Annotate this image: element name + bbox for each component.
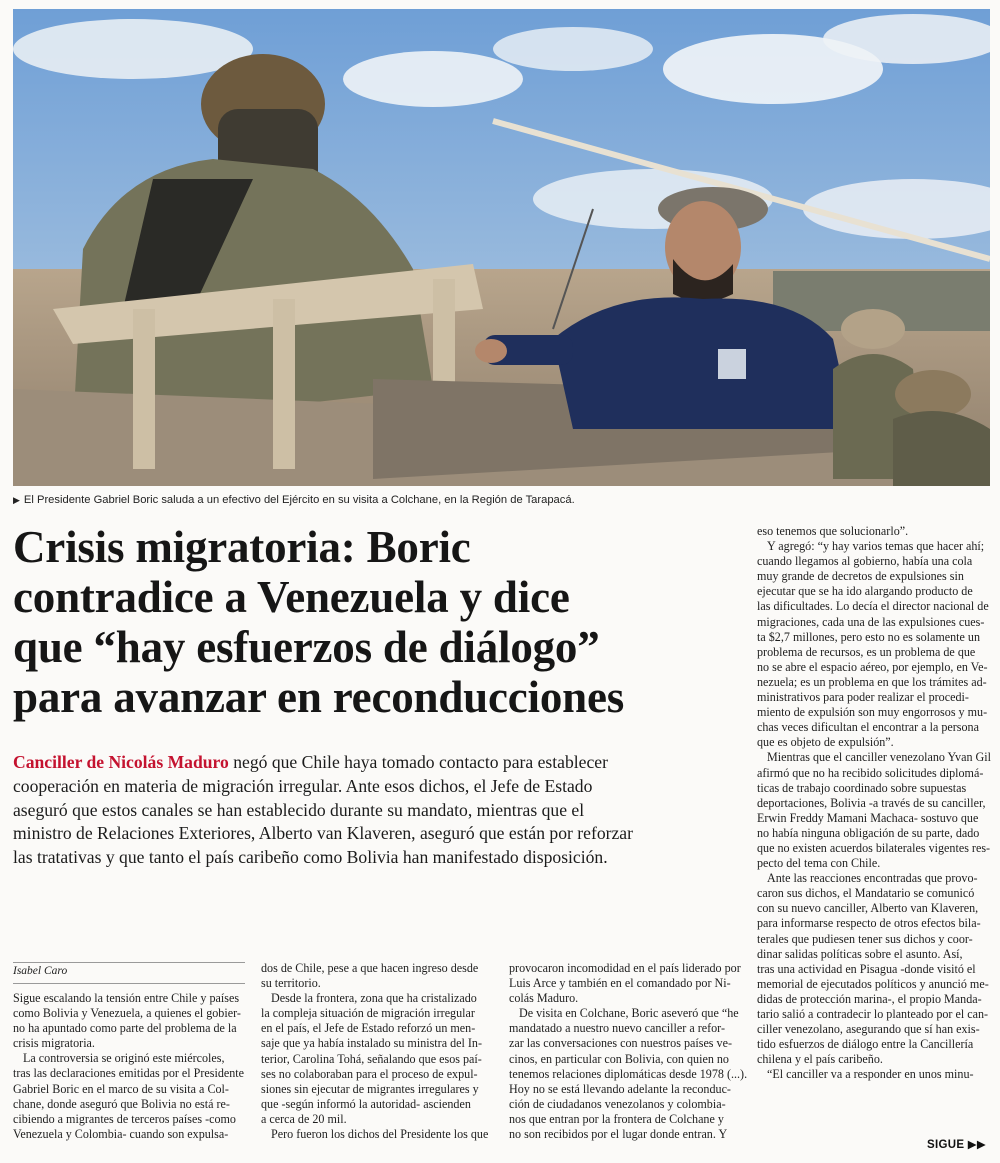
body-line: Mientras que el canciller venezolano Yvan Gil [767, 750, 991, 765]
byline-top-rule [13, 962, 245, 963]
headline-line: contradice a Venezuela y dice [13, 572, 570, 622]
body-line: nezuela; es un problema en que los trámites ad- [757, 674, 987, 689]
body-line: tras una actividad en Pisagua -donde visitó el [757, 961, 976, 976]
body-line: mandatado a nuestro nuevo canciller a refor- [509, 1021, 725, 1036]
lead-line: aseguró que estos canales se han establecido durante su mandato, mientras que el [13, 799, 585, 820]
body-line: memorial de ejecutados políticos y anunció me- [757, 976, 989, 991]
body-line: terior, Carolina Tohá, señalando que esos paí- [261, 1051, 482, 1066]
body-line: terales que pudiesen tener sus dichos y coor- [757, 931, 973, 946]
body-column-2 [261, 961, 499, 1142]
body-line: Venezuela y Colombia- cuando son expulsa- [13, 1126, 229, 1141]
body-line: chane, donde aseguró que Bolivia no está re- [13, 1096, 230, 1111]
body-line: provocaron incomodidad en el país liderado por [509, 961, 741, 975]
body-line: tario salió a contradecir lo planteado por el can- [757, 1007, 989, 1021]
lead-paragraph [13, 751, 748, 870]
body-line: como Bolivia y Venezuela, a quienes el gobier- [13, 1006, 241, 1021]
body-line: deportaciones, Bolivia -a través de su canciller, [757, 795, 986, 810]
body-line: crisis migratoria. [13, 1036, 95, 1051]
body-line: didas de protección marina-, el propio Manda- [757, 991, 982, 1006]
body-line: tido esfuerzos de diálogo entre la Cancillería [757, 1037, 974, 1052]
body-line: La controversia se originó este miércoles, [23, 1051, 225, 1066]
body-line: pecto del tema con Chile. [757, 856, 881, 871]
body-line: no había ninguna obligación de su parte, dado [757, 825, 980, 840]
body-line: Hoy no se está llevando adelante la reconduc- [509, 1081, 731, 1096]
body-line: Ante las reacciones encontradas que provo- [767, 871, 978, 886]
body-line: cibiendo a migrantes de terceros países -como [13, 1111, 236, 1126]
body-line: con su nuevo canciller, Alberto van Klaveren, [757, 901, 979, 916]
lead-line: ministro de Relaciones Exteriores, Alberto van Klaveren, aseguró que están por reforzar [13, 823, 633, 844]
body-line: su territorio. [261, 976, 321, 991]
body-line: ta $2,7 millones, pero esto no es solamente un [757, 629, 981, 644]
body-line: muy grande de decretos de expulsiones sin [757, 569, 964, 584]
body-line: eso tenemos que solucionarlo”. [757, 524, 909, 538]
article-photo [13, 9, 990, 486]
body-line: no son recibidos por el lugar donde entran. Y [509, 1127, 728, 1142]
photo-caption [13, 493, 993, 507]
headline-line: que “hay esfuerzos de diálogo” [13, 622, 600, 672]
body-line: problema de recursos, es un problema de que [757, 644, 976, 659]
body-line: Desde la frontera, zona que ha cristalizado [271, 991, 477, 1006]
body-line: colás Maduro. [509, 991, 579, 1006]
body-line: De visita en Colchane, Boric aseveró que “he [519, 1006, 739, 1021]
body-line: las dificultades. Lo decía el director nacional de [757, 599, 989, 614]
body-line: Luis Arce y también en el comandado por Ni- [509, 976, 731, 991]
body-line: nos que entran por la frontera de Colchane y [509, 1111, 724, 1126]
body-line: dinar salidas políticas sobre el asunto. Así, [757, 946, 963, 961]
body-line: ejecutar que se ha ido alargando producto de [757, 584, 973, 599]
body-line: cuando llegamos al gobierno, había una cola [757, 554, 973, 569]
body-line: para informarse respecto de otros efectos bila- [757, 916, 981, 931]
body-line: que no existen acuerdos bilaterales vigentes res- [757, 840, 991, 855]
body-column-1 [13, 991, 251, 1142]
headline [13, 522, 748, 722]
body-line: la compleja situación de migración irregular [261, 1006, 475, 1021]
body-line: tras las declaraciones emitidas por el Presidente [13, 1066, 245, 1081]
byline: Isabel Caro [13, 965, 68, 977]
byline-bottom-rule [13, 983, 245, 984]
body-line: chas veces dificultan el encontrar a la persona [757, 720, 979, 735]
lead-kicker: Canciller de Nicolás Maduro [13, 752, 229, 772]
body-line: cinos, en particular con Bolivia, con quien no [509, 1051, 729, 1066]
body-line: ministrativos para poder realizar el procedi- [757, 690, 969, 705]
body-column-4 [757, 524, 993, 1082]
body-line: Erwin Freddy Mamani Machaca- sostuvo que [757, 810, 979, 825]
body-line: ticas de trabajo coordinado sobre supuestas [757, 780, 967, 795]
body-line: Gabriel Boric en el marco de su visita a Col- [13, 1081, 229, 1096]
body-line: a cerca de 20 mil. [261, 1111, 347, 1126]
body-line: afirmó que no ha recibido solicitudes diplomá- [757, 765, 984, 780]
body-line: chilena y el país caribeño. [757, 1052, 883, 1067]
body-line: ciller venezolano, asegurando que sí han exis- [757, 1022, 980, 1037]
body-line: que es objeto de expulsión”. [757, 735, 894, 750]
body-column-3 [509, 961, 747, 1142]
continue-marker: SIGUE ▶▶ [927, 1139, 987, 1151]
body-line: miento de expulsión son muy engorrosos y mu- [757, 705, 988, 720]
headline-line: para avanzar en reconducciones [13, 672, 625, 722]
lead-line: las tratativas y que tanto el país caribeño como Bolivia han manifestado disposición. [13, 847, 608, 868]
body-line: dos de Chile, pese a que hacen ingreso desde [261, 961, 479, 975]
lead-text: negó que Chile haya tomado contacto para establecer [228, 752, 608, 772]
body-line: ción de ciudadanos venezolanos y colombia- [509, 1096, 726, 1111]
body-line: saje que ya había instalado su ministra del In- [261, 1036, 482, 1051]
body-line: no se abre el espacio aéreo, por ejemplo, en Ve- [757, 659, 988, 674]
body-line: migraciones, cada una de las expulsiones cues- [757, 614, 985, 629]
caption-text: El Presidente Gabriel Boric saluda a un efectivo del Ejército en su visita a Colchane, en la Región de Tarapacá. [23, 494, 575, 506]
body-line: que -según informó la autoridad- ascienden [261, 1096, 471, 1111]
lead-line [13, 751, 748, 775]
body-line: siones sin ejecutar de migrantes irregulares y [261, 1081, 479, 1096]
body-line: Y agregó: “y hay varios temas que hacer ahí; [767, 539, 985, 554]
body-line: ses no colaboraban para el proceso de expul- [261, 1066, 478, 1081]
body-line: tenemos relaciones diplomáticas desde 1978 (...). [509, 1066, 747, 1081]
body-line: Sigue escalando la tensión entre Chile y países [13, 991, 240, 1005]
body-line: no ha apuntado como parte del problema de la [13, 1021, 237, 1036]
body-line: caron sus dichos, el Mandatario se comunicó [757, 886, 975, 901]
body-line: en el país, el Jefe de Estado reforzó un men- [261, 1021, 476, 1036]
lead-line: cooperación en materia de migración irregular. Ante esos dichos, el Jefe de Estado [13, 775, 593, 796]
body-line: Pero fueron los dichos del Presidente los que [271, 1127, 489, 1142]
body-line: zar las conversaciones con nuestros países ve- [509, 1036, 732, 1051]
caption-arrow-icon: ▶ [13, 495, 20, 505]
headline-line: Crisis migratoria: Boric [13, 522, 471, 572]
body-line: “El canciller va a responder en unos minu- [767, 1067, 974, 1082]
